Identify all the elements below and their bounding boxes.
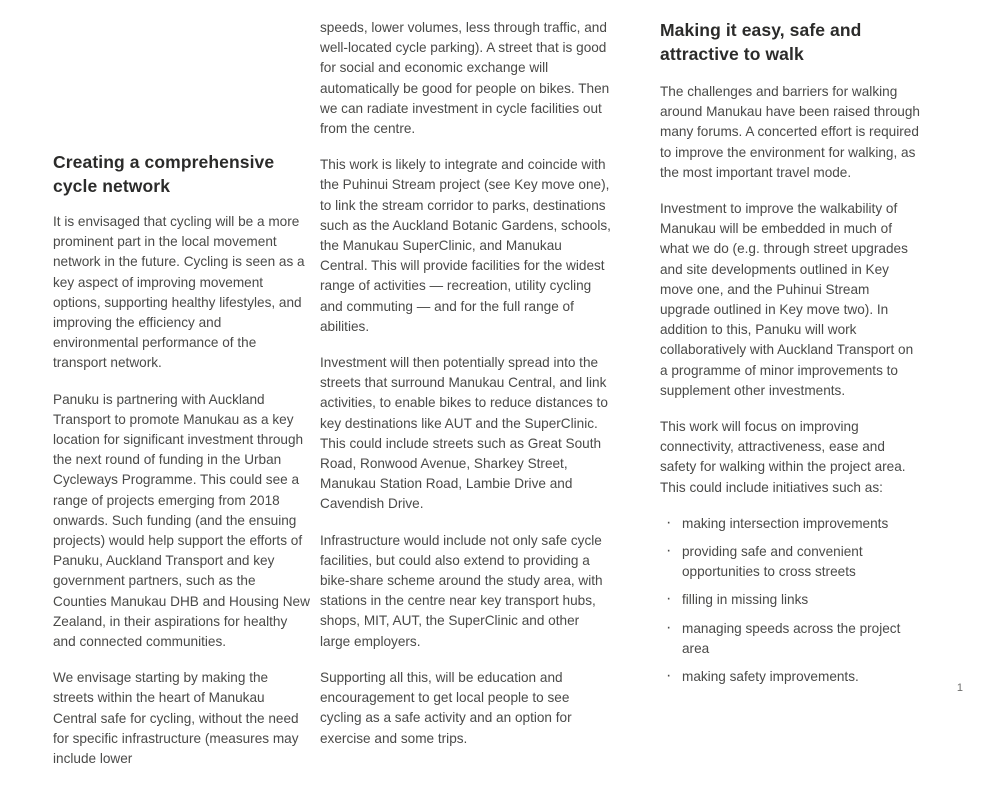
paragraph: Panuku is partnering with Auckland Transport to promote Manukau as a key location for significant investment through the next round of funding in the Urban Cycleways Programme. This could see a range of projects emerging from 2018 onwards. Such funding (and the ensuing projects) would help support the efforts of Panuku, Auckland Transport and key government partners, such as the Counties Manukau DHB and Housing New Zealand, in their aspirations for healthy and connected communities. (53, 391, 310, 650)
initiatives-list (660, 514, 922, 687)
paragraph: This work will focus on improving connectivity, attractiveness, ease and safety for walking within the project area. This could include initiatives such as: (660, 419, 906, 495)
list-item: · providing safe and convenient opportunities to cross streets (660, 542, 922, 582)
paragraph: We envisage starting by making the streets within the heart of Manukau Central safe for cycling, without the need for specific infrastructure (measures may include lower (53, 670, 299, 767)
list-item: · filling in missing links (660, 590, 922, 610)
column-left-heading: Creating a comprehensive cycle network (53, 152, 275, 196)
paragraph: Infrastructure would include not only safe cycle facilities, but could also extend to providing a bike-share scheme around the study area, with stations in the centre near key transport hubs, shops, MIT, AUT, the SuperClinic and other large employers. (320, 532, 603, 649)
paragraph: Supporting all this, will be education and encouragement to get local people to see cycling as a safe activity and an option for exercise and some trips. (320, 669, 572, 746)
column-right-heading: Making it easy, safe and attractive to walk (660, 20, 862, 64)
paragraph: It is envisaged that cycling will be a more prominent part in the local movement network in the future. Cycling is seen as a key aspect of improving movement options, supporting healthy lifestyles, and improving the efficiency and environmental performance of the transport network. (53, 214, 305, 371)
column-middle (310, 0, 620, 765)
paragraph: Investment will then potentially spread into the streets that surround Manukau Central, and link activities, to enable bikes to reduce distances to key destinations like AUT and the SuperClinic. This could include streets such as Great South Road, Ronwood Avenue, Sharkey Street, Manukau Station Road, Lambie Drive and Cavendish Drive. (320, 355, 608, 512)
paragraph: This work is likely to integrate and coincide with the Puhinui Stream project (see Key move one), to link the stream corridor to parks, destinations such as the Auckland Botanic Gardens, schools, the Manukau SuperClinic, and Manukau Central. This will provide facilities for the widest range of activities — recreation, utility cycling and commuting — and for the full range of abilities. (320, 157, 611, 334)
paragraph: Investment to improve the walkability of Manukau will be embedded in much of what we do (e.g. through street upgrades and site developments outlined in Key move one, and the Puhinui Stream upgrade outlined in Key move two). In addition to this, Panuku will work collaboratively with Auckland Transport on a programme of minor improvements to supplement other investments. (660, 201, 914, 398)
list-item: · making intersection improvements (660, 514, 922, 534)
column-left (0, 0, 310, 785)
list-item: · making safety improvements. (660, 667, 922, 687)
column-right (620, 0, 950, 695)
page-number: 1 (956, 682, 963, 694)
paragraph: speeds, lower volumes, less through traffic, and well-located cycle parking). A street that is good for social and economic exchange will automatically be good for people on bikes. Then we can radiate investment in cycle facilities out from the centre. (320, 20, 610, 137)
list-item: · managing speeds across the project area (660, 619, 922, 659)
paragraph: The challenges and barriers for walking around Manukau have been raised through many forums. A concerted effort is required to improve the environment for walking, as the most important travel mode. (660, 84, 920, 180)
